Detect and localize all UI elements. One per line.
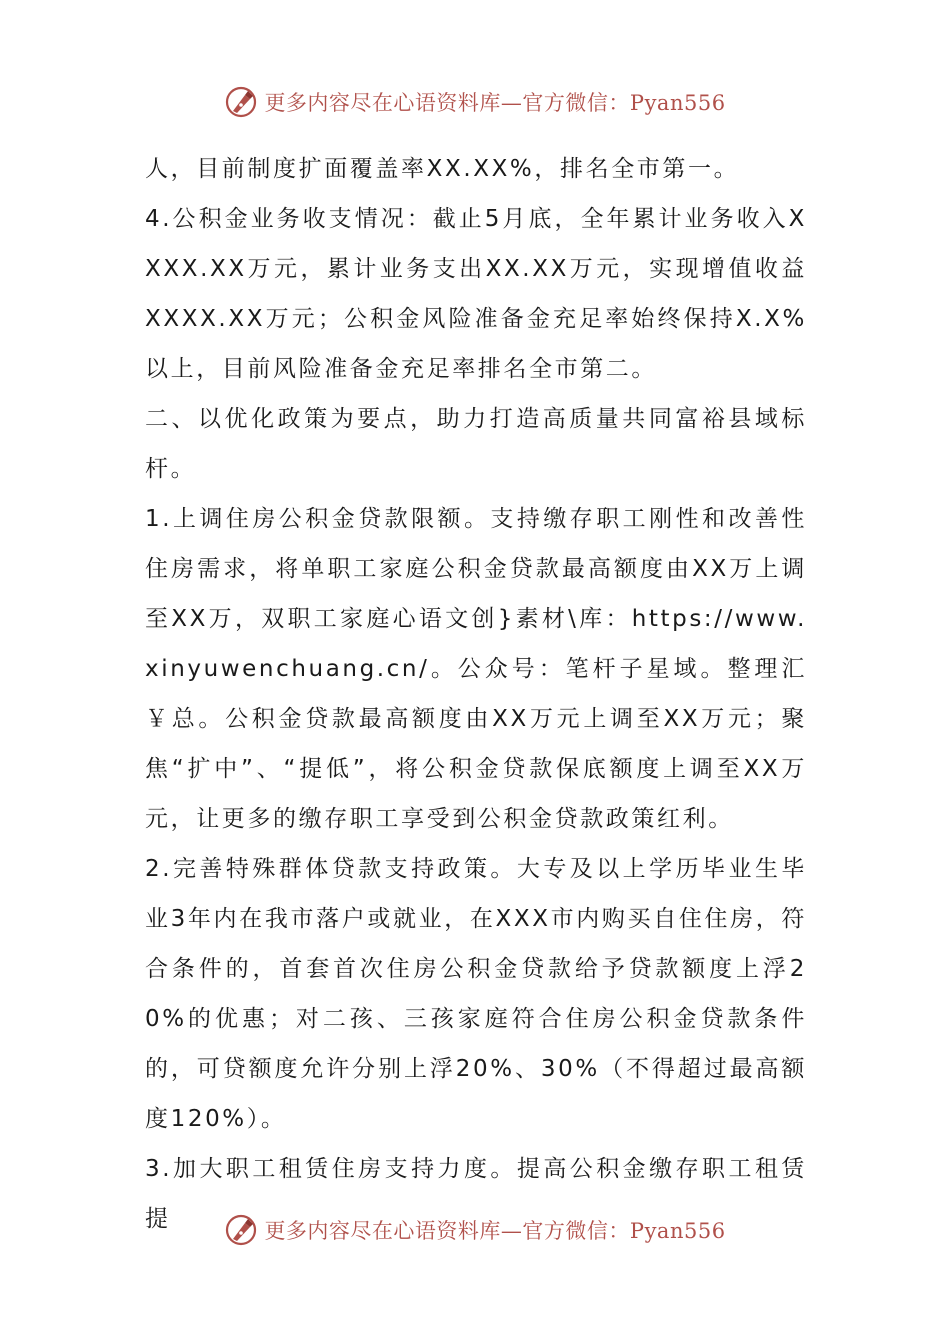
document-body	[145, 144, 807, 1244]
watermark-text: 更多内容尽在心语资料库—官方微信：Pyan556	[264, 1219, 726, 1243]
paragraph: 人，目前制度扩面覆盖率XX.XX%，排名全市第一。	[145, 156, 740, 182]
footer-watermark-banner	[0, 1210, 950, 1250]
paragraph: 4.公积金业务收支情况：截止5月底，全年累计业务收入XXXX.XX万元，累计业务支出XX.XX万元，实现增值收益XXXX.XX万元；公积金风险准备金充足率始终保持X.X%以上，目前风险准备金充足率排名全市第二。	[145, 206, 807, 382]
pen-nib-logo-icon	[224, 1213, 258, 1247]
header-watermark-banner	[0, 82, 950, 122]
section-heading: 二、以优化政策为要点，助力打造高质量共同富裕县域标杆。	[145, 406, 807, 482]
paragraph: 2.完善特殊群体贷款支持政策。大专及以上学历毕业生毕业3年内在我市落户或就业，在XXX市内购买自住住房，符合条件的，首套首次住房公积金贷款给予贷款额度上浮20%的优惠；对二孩、三孩家庭符合住房公积金贷款条件的，可贷额度允许分别上浮20%、30%（不得超过最高额度120%）。	[145, 856, 807, 1132]
paragraph: 1.上调住房公积金贷款限额。支持缴存职工刚性和改善性住房需求，将单职工家庭公积金贷款最高额度由XX万上调至XX万，双职工家庭心语文创}素材\库：https://www.xinyuwenchuang.cn/。公众号：笔杆子星域。整理汇￥总。公积金贷款最高额度由XX万元上调至XX万元；聚焦“扩中”、“提低”，将公积金贷款保底额度上调至XX万元，让更多的缴存职工享受到公积金贷款政策红利。	[145, 506, 807, 832]
pen-nib-logo-icon	[224, 85, 258, 119]
paragraph: 3.加大职工租赁住房支持力度。提高公积金缴存职工租赁提	[145, 1156, 807, 1232]
watermark-text: 更多内容尽在心语资料库—官方微信：Pyan556	[264, 91, 726, 115]
